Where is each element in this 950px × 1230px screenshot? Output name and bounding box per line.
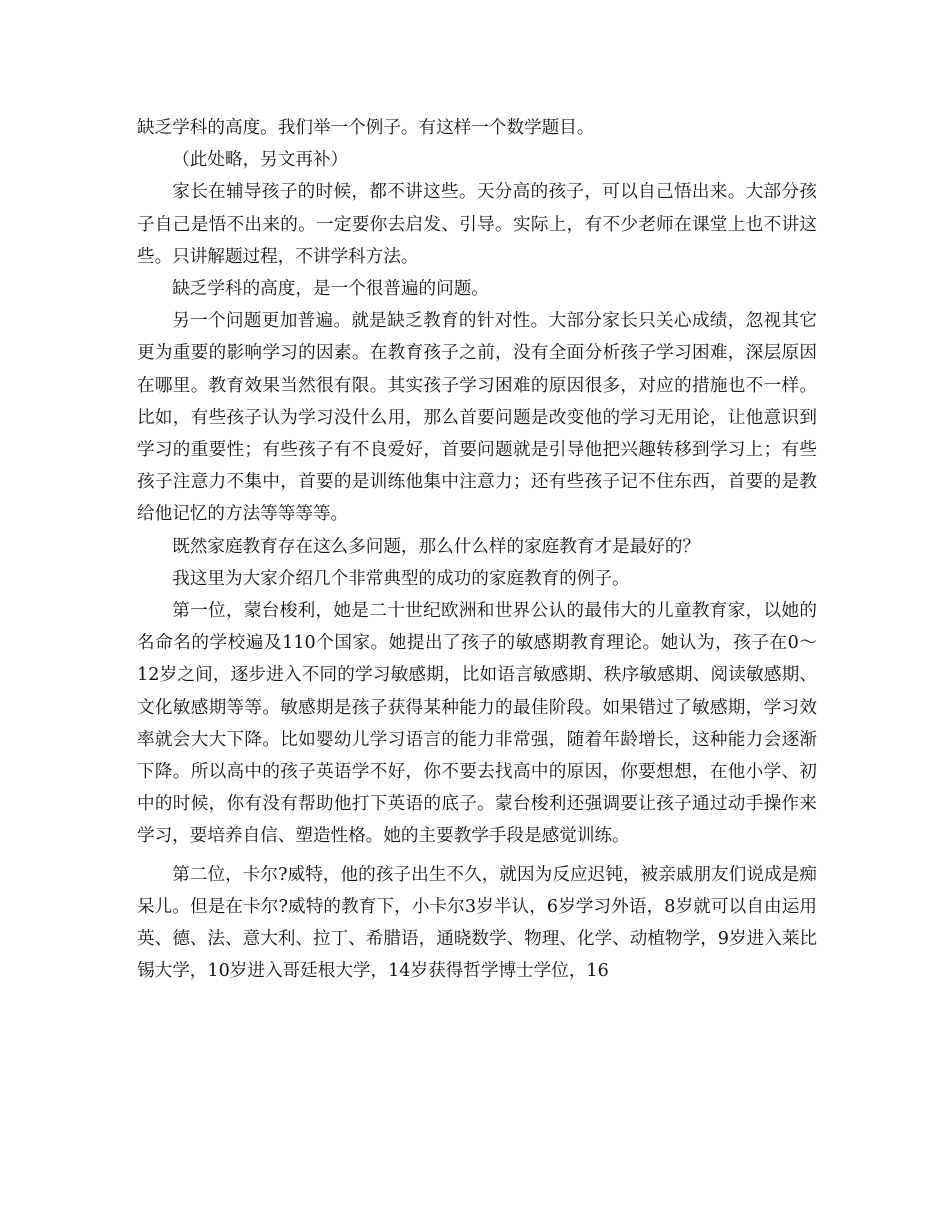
paragraph-8: 第一位，蒙台梭利，她是二十世纪欧洲和世界公认的最伟大的儿童教育家，以她的名命名的学校遍及110个国家。她提出了孩子的敏感期教育理论。她认为，孩子在0～12岁之间，逐步进入不同的学习敏感期，比如语言敏感期、秩序敏感期、阅读敏感期、文化敏感期等等。敏感期是孩子获得某种能力的最佳阶段。如果错过了敏感期，学习效率就会大大下降。比如婴幼儿学习语言的能力非常强，随着年龄增长，这种能力会逐渐下降。所以高中的孩子英语学不好，你不要去找高中的原因，你要想想，在他小学、初中的时候，你有没有帮助他打下英语的底子。蒙台梭利还强调要让孩子通过动手操作来学习，要培养自信、塑造性格。她的主要教学手段是感觉训练。 xyxy=(137,601,817,847)
paragraph-3: 家长在辅导孩子的时候，都不讲这些。天分高的孩子，可以自己悟出来。大部分孩子自己是悟不出来的。一定要你去启发、引导。实际上，有不少老师在课堂上也不讲这些。只讲解题过程，不讲学科方法。 xyxy=(137,182,817,267)
paragraph-7: 我这里为大家介绍几个非常典型的成功的家庭教育的例子。 xyxy=(172,568,630,589)
document-body xyxy=(137,112,817,987)
paragraph-2: （此处略，另文再补） xyxy=(172,150,349,171)
paragraph-1: 缺乏学科的高度。我们举一个例子。有这样一个数学题目。 xyxy=(137,118,595,138)
paragraph-5: 另一个问题更加普遍。就是缺乏教育的针对性。大部分家长只关心成绩，忽视其它更为重要的影响学习的因素。在教育孩子之前，没有全面分析孩子学习困难，深层原因在哪里。教育效果当然很有限。其实孩子学习困难的原因很多，对应的措施也不一样。比如，有些孩子认为学习没什么用，那么首要问题是改变他的学习无用论，让他意识到学习的重要性；有些孩子有不良爱好，首要问题就是引导他把兴趣转移到学习上；有些孩子注意力不集中，首要的是训练他集中注意力；还有些孩子记不住东西，首要的是教给他记忆的方法等等等等。 xyxy=(137,311,817,525)
paragraph-9: 第二位，卡尔?威特，他的孩子出生不久，就因为反应迟钝，被亲戚朋友们说成是痴呆儿。但是在卡尔?威特的教育下，小卡尔3岁半认，6岁学习外语，8岁就可以自由运用英、德、法、意大利、拉丁、希腊语，通晓数学、物理、化学、动植物学，9岁进入莱比锡大学，10岁进入哥廷根大学，14岁获得哲学博士学位，16 xyxy=(137,864,817,982)
paragraph-6: 既然家庭教育存在这么多问题，那么什么样的家庭教育才是最好的？ xyxy=(172,536,701,557)
paragraph-4: 缺乏学科的高度，是一个很普遍的问题。 xyxy=(172,279,489,300)
